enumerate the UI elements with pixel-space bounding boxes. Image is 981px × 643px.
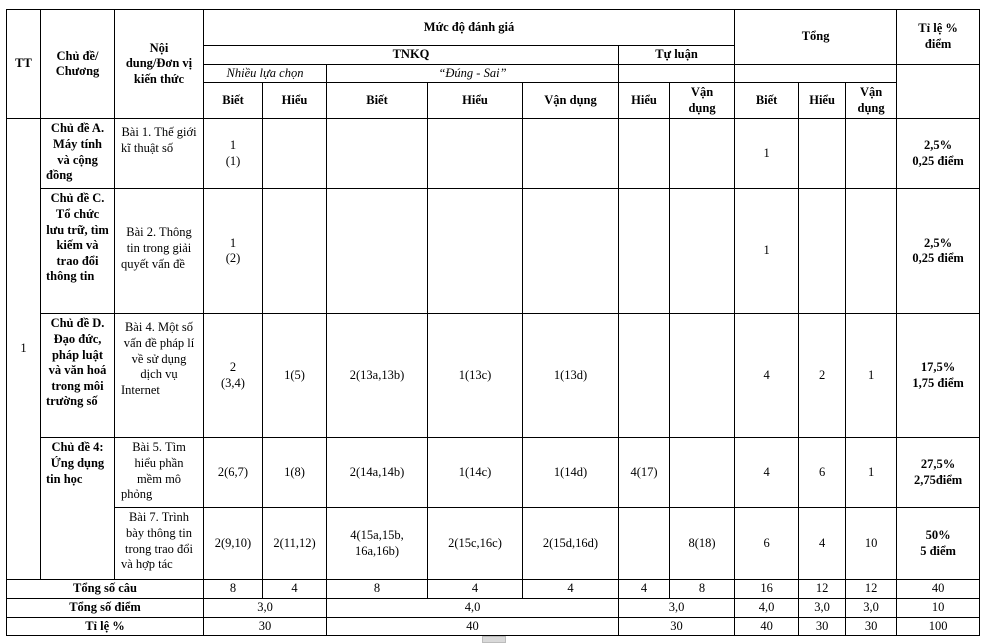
data-cell [799, 119, 846, 189]
data-cell [846, 119, 897, 189]
header-col-van-dung: Vận dụng [846, 83, 897, 119]
lesson-cell: Bài 1. Thế giới kĩ thuật số [115, 119, 204, 189]
data-cell [263, 189, 327, 314]
total-cell: 40 [735, 617, 799, 636]
total-points-row [7, 598, 980, 617]
data-cell [327, 189, 428, 314]
header-col-hieu: Hiểu [799, 83, 846, 119]
data-cell: 2(11,12) [263, 508, 327, 580]
data-cell [670, 438, 735, 508]
data-cell [799, 189, 846, 314]
data-cell: 1(13c) [428, 314, 523, 438]
data-cell [619, 189, 670, 314]
header-col-hieu: Hiểu [428, 83, 523, 119]
header-col-hieu: Hiểu [263, 83, 327, 119]
total-cell: 8 [204, 580, 263, 599]
total-ratio-label: Tỉ lệ % [7, 617, 204, 636]
header-assessment-level: Mức độ đánh giá [204, 10, 735, 46]
data-cell: 2(6,7) [204, 438, 263, 508]
total-cell: 4,0 [327, 598, 619, 617]
data-cell: 2 (3,4) [204, 314, 263, 438]
total-cell: 4 [263, 580, 327, 599]
data-cell: 2(13a,13b) [327, 314, 428, 438]
header-col-biet: Biết [327, 83, 428, 119]
total-cell: 4 [619, 580, 670, 599]
data-cell: 1 [735, 119, 799, 189]
total-cell: 100 [897, 617, 980, 636]
data-cell: 8(18) [670, 508, 735, 580]
data-cell: 1 [735, 189, 799, 314]
data-cell: 10 [846, 508, 897, 580]
total-cell: 40 [327, 617, 619, 636]
ratio-cell: 50% 5 điểm [897, 508, 980, 580]
page-resize-handle [482, 636, 506, 643]
header-total-blank [735, 64, 897, 83]
header-essay-blank [619, 64, 735, 83]
table-row [7, 438, 980, 508]
data-cell: 2(9,10) [204, 508, 263, 580]
data-cell: 1(14c) [428, 438, 523, 508]
header-topic: Chủ đề/ Chương [41, 10, 115, 119]
lesson-cell: Bài 2. Thông tin trong giải quyết vấn đề [115, 189, 204, 314]
data-cell: 6 [735, 508, 799, 580]
header-col-biet: Biết [204, 83, 263, 119]
data-cell: 6 [799, 438, 846, 508]
table-row [7, 314, 980, 438]
total-cell: 3,0 [846, 598, 897, 617]
data-cell [327, 119, 428, 189]
header-multiple-choice: Nhiều lựa chọn [204, 64, 327, 83]
header-true-false: “Đúng - Sai” [327, 64, 619, 83]
header-tnkq: TNKQ [204, 46, 619, 65]
ratio-cell: 27,5% 2,75điểm [897, 438, 980, 508]
data-cell: 4(15a,15b, 16a,16b) [327, 508, 428, 580]
header-col-van-dung: Vận dụng [523, 83, 619, 119]
header-content: Nội dung/Đơn vị kiến thức [115, 10, 204, 119]
data-cell [523, 189, 619, 314]
data-cell: 2 [799, 314, 846, 438]
total-cell: 4 [523, 580, 619, 599]
data-cell: 1(5) [263, 314, 327, 438]
data-cell: 2(14a,14b) [327, 438, 428, 508]
data-cell: 2(15d,16d) [523, 508, 619, 580]
total-cell: 8 [327, 580, 428, 599]
data-cell: 4(17) [619, 438, 670, 508]
total-cell: 30 [799, 617, 846, 636]
data-cell [263, 119, 327, 189]
data-cell: 1 (2) [204, 189, 263, 314]
data-cell [670, 189, 735, 314]
total-cell: 12 [846, 580, 897, 599]
data-cell: 1 (1) [204, 119, 263, 189]
table-row [7, 119, 980, 189]
topic-cell: Chủ đề A. Máy tính và cộng đồng [41, 119, 115, 189]
ratio-cell: 17,5% 1,75 điểm [897, 314, 980, 438]
total-cell: 16 [735, 580, 799, 599]
total-cell: 4,0 [735, 598, 799, 617]
total-cell: 3,0 [799, 598, 846, 617]
data-cell [523, 119, 619, 189]
group-number: 1 [7, 119, 41, 580]
table-row [7, 189, 980, 314]
header-col-hieu: Hiểu [619, 83, 670, 119]
total-cell: 12 [799, 580, 846, 599]
total-ratio-row [7, 617, 980, 636]
data-cell: 1(13d) [523, 314, 619, 438]
data-cell: 4 [735, 314, 799, 438]
header-tt: TT [7, 10, 41, 119]
header-essay: Tự luận [619, 46, 735, 65]
data-cell [428, 189, 523, 314]
header-col-van-dung: Vận dụng [670, 83, 735, 119]
total-cell: 30 [619, 617, 735, 636]
ratio-cell: 2,5% 0,25 điểm [897, 119, 980, 189]
total-questions-label: Tổng số câu [7, 580, 204, 599]
lesson-cell: Bài 5. Tìm hiểu phần mềm mô phỏng [115, 438, 204, 508]
data-cell: 1(8) [263, 438, 327, 508]
topic-cell: Chủ đề C. Tổ chức lưu trữ, tìm kiếm và trao đổi thông tin [41, 189, 115, 314]
data-cell: 1(14d) [523, 438, 619, 508]
total-points-label: Tổng số điểm [7, 598, 204, 617]
header-ratio-blank [897, 64, 980, 119]
data-cell: 2(15c,16c) [428, 508, 523, 580]
data-cell [428, 119, 523, 189]
lesson-cell: Bài 7. Trình bày thông tin trong trao đổi và hợp tác [115, 508, 204, 580]
topic-cell: Chủ đề D. Đạo đức, pháp luật và văn hoá trong môi trường số [41, 314, 115, 438]
topic-cell: Chủ đề 4: Ứng dụng tin học [41, 438, 115, 580]
header-total: Tổng [735, 10, 897, 65]
header-col-biet: Biết [735, 83, 799, 119]
total-questions-row [7, 580, 980, 599]
table-row [7, 508, 980, 580]
data-cell [670, 314, 735, 438]
data-cell [619, 314, 670, 438]
total-cell: 30 [204, 617, 327, 636]
total-cell: 40 [897, 580, 980, 599]
assessment-matrix-table [6, 9, 980, 636]
data-cell: 4 [799, 508, 846, 580]
data-cell [619, 119, 670, 189]
total-cell: 4 [428, 580, 523, 599]
data-cell [619, 508, 670, 580]
total-cell: 10 [897, 598, 980, 617]
data-cell: 1 [846, 438, 897, 508]
total-cell: 3,0 [619, 598, 735, 617]
data-cell: 4 [735, 438, 799, 508]
data-cell [846, 189, 897, 314]
total-cell: 3,0 [204, 598, 327, 617]
total-cell: 30 [846, 617, 897, 636]
ratio-cell: 2,5% 0,25 điểm [897, 189, 980, 314]
total-cell: 8 [670, 580, 735, 599]
data-cell [670, 119, 735, 189]
data-cell: 1 [846, 314, 897, 438]
header-ratio: Tỉ lệ % điểm [897, 10, 980, 65]
lesson-cell: Bài 4. Một số vấn đề pháp lí về sử dụng dịch vụ Internet [115, 314, 204, 438]
